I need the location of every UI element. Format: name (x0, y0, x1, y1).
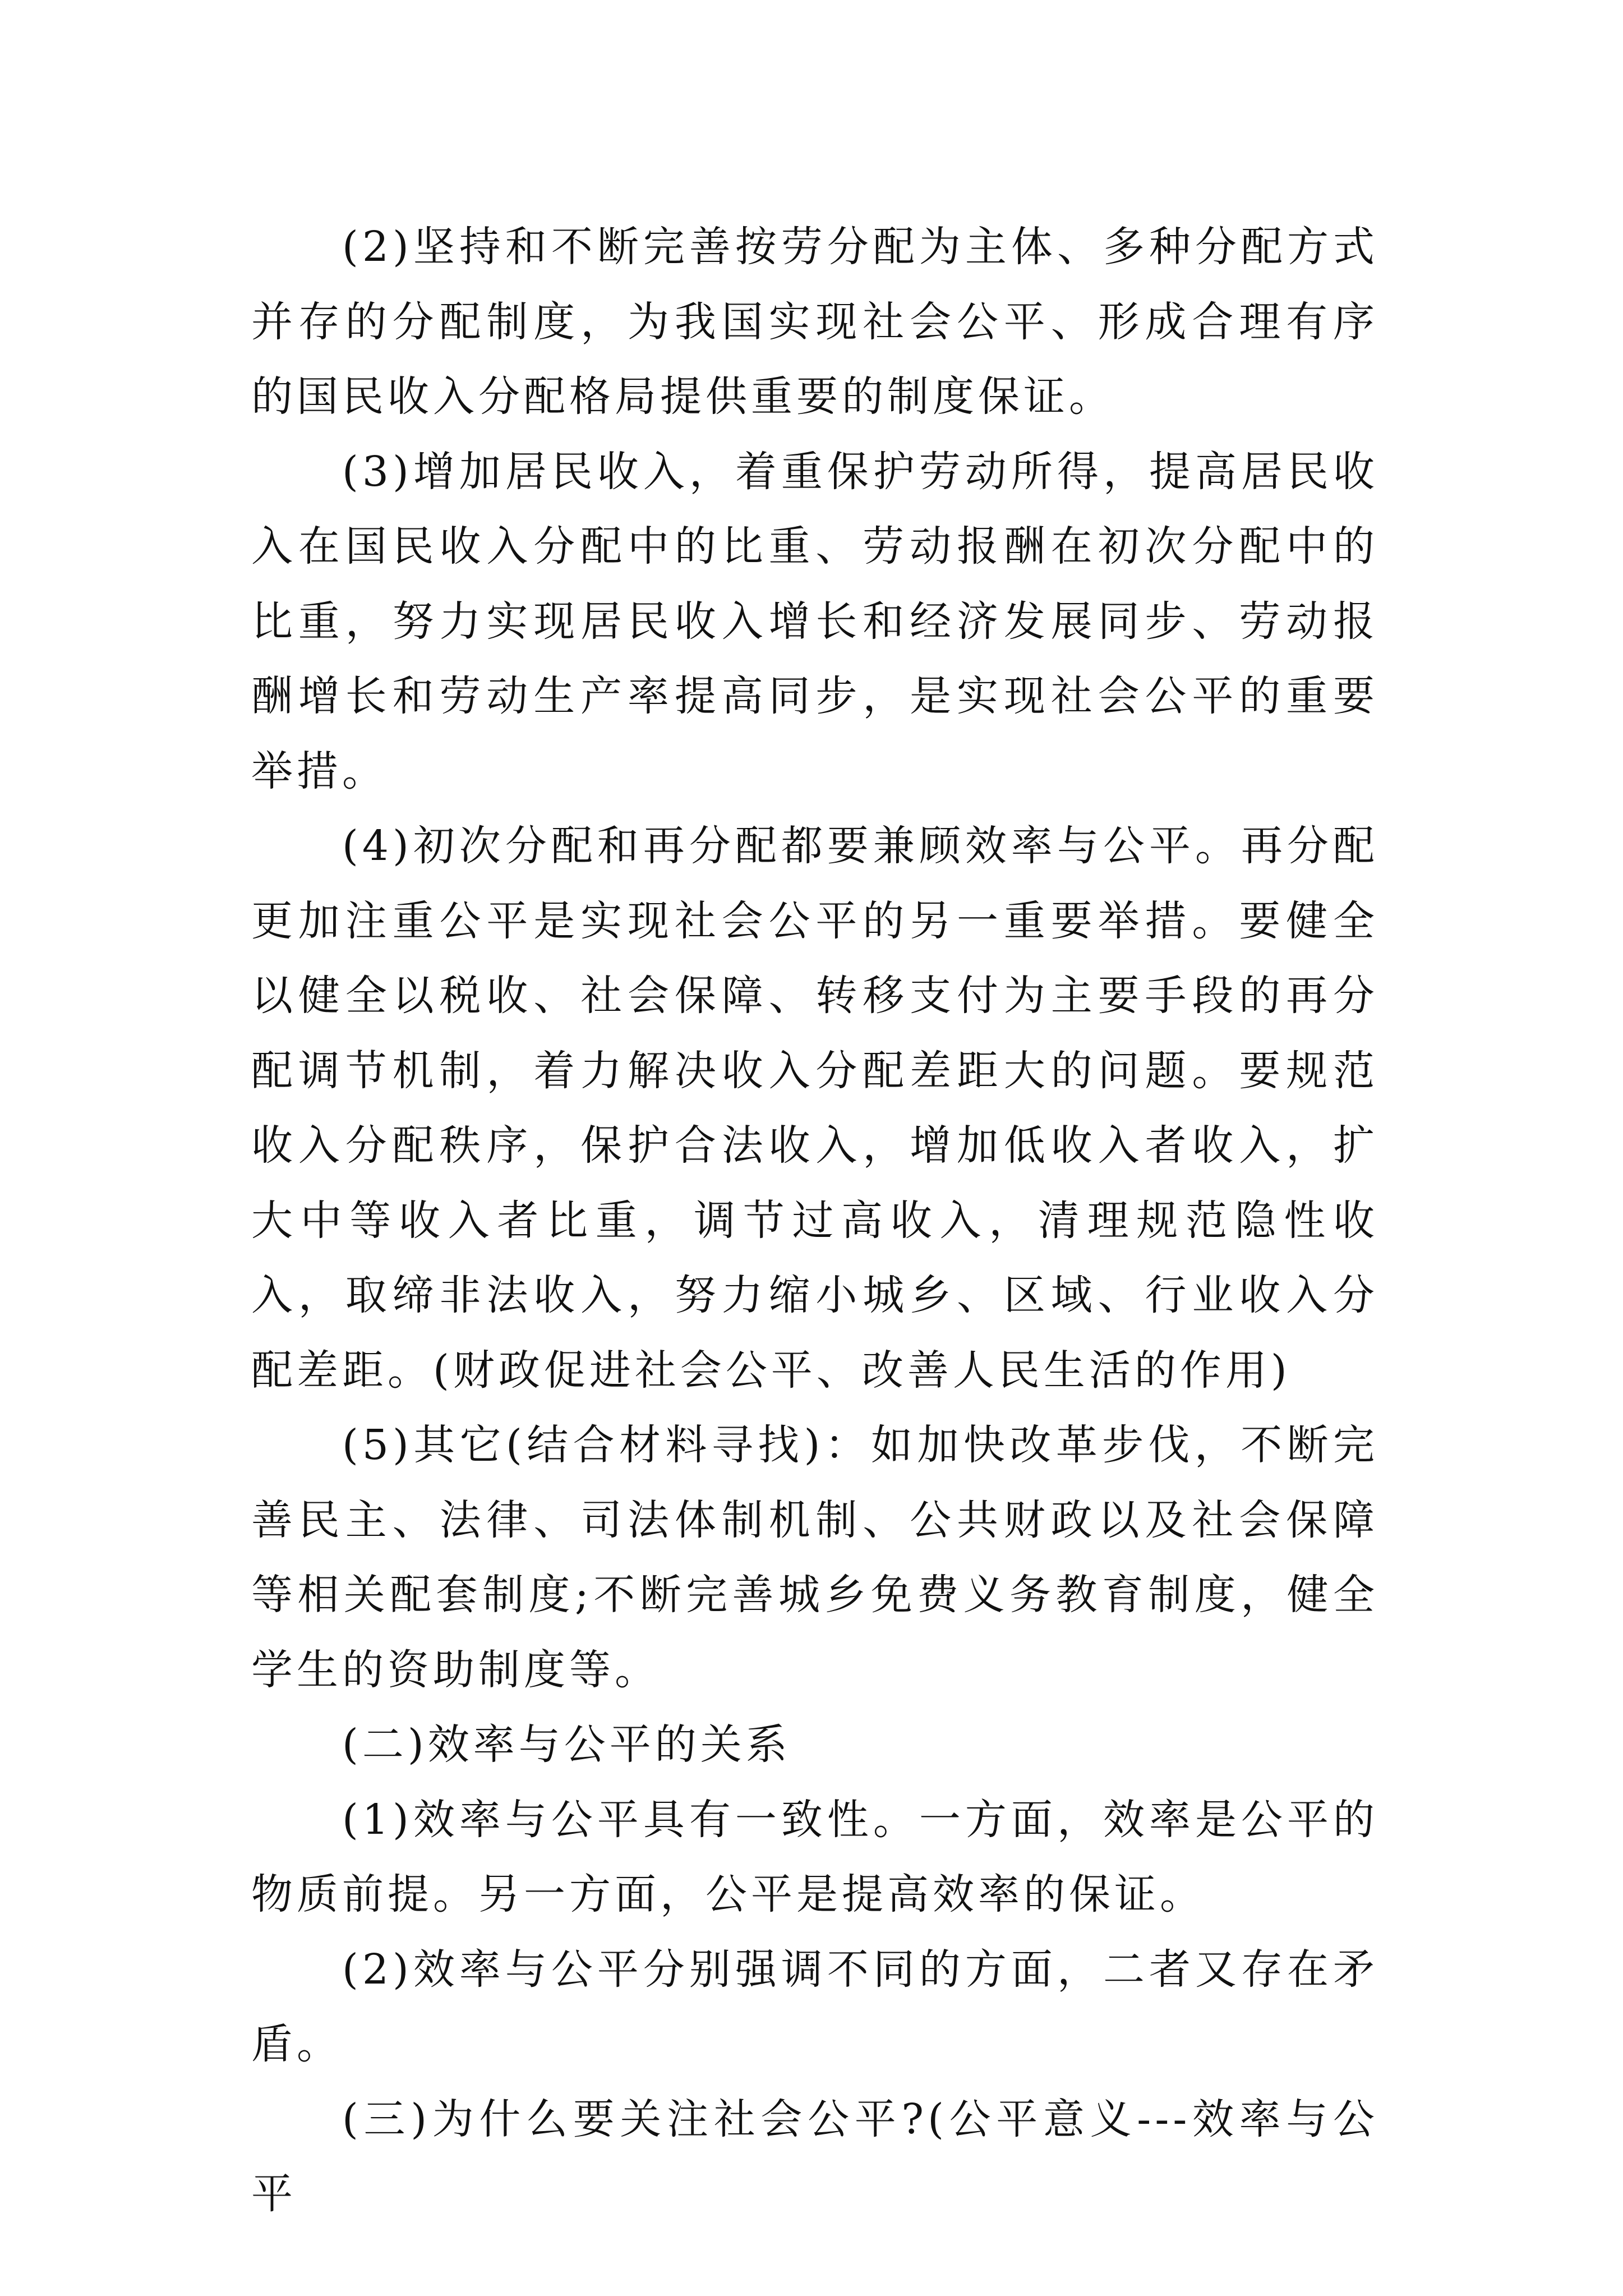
paragraph-redistribution: (4)初次分配和再分配都要兼顾效率与公平。再分配更加注重公平是实现社会公平的另一重要举措。要健全以健全以税收、社会保障、转移支付为主要手段的再分配调节机制，着力解决收入分配差距大的问题。要规范收入分配秩序，保护合法收入，增加低收入者收入，扩大中等收入者比重，调节过高收入，清理规范隐性收入，取缔非法收入，努力缩小城乡、区域、行业收入分配差距。(财政促进社会公平、改善人民生活的作用) (251, 822, 1378, 1395)
paragraph-contradiction: (2)效率与公平分别强调不同的方面，二者又存在矛盾。 (251, 1945, 1378, 2068)
paragraph-resident-income: (3)增加居民收入，着重保护劳动所得，提高居民收入在国民收入分配中的比重、劳动报酬在初次分配中的比重，努力实现居民收入增长和经济发展同步、劳动报酬增长和劳动生产率提高同步，是实现社会公平的重要举措。 (251, 447, 1378, 795)
document-body (251, 210, 1378, 2232)
paragraph-other-measures: (5)其它(结合材料寻找)：如加快改革步伐，不断完善民主、法律、司法体制机制、公共财政以及社会保障等相关配套制度;不断完善城乡免费义务教育制度，健全学生的资助制度等。 (251, 1421, 1378, 1694)
section-heading-efficiency-fairness: (二)效率与公平的关系 (342, 1720, 791, 1769)
section-heading-why-fairness: (三)为什么要关注社会公平?(公平意义---效率与公平 (251, 2095, 1378, 2218)
paragraph-distribution-system: (2)坚持和不断完善按劳分配为主体、多种分配方式并存的分配制度，为我国实现社会公平、形成合理有序的国民收入分配格局提供重要的制度保证。 (251, 223, 1378, 421)
paragraph-consistency: (1)效率与公平具有一致性。一方面，效率是公平的物质前提。另一方面，公平是提高效率的保证。 (251, 1795, 1378, 1918)
